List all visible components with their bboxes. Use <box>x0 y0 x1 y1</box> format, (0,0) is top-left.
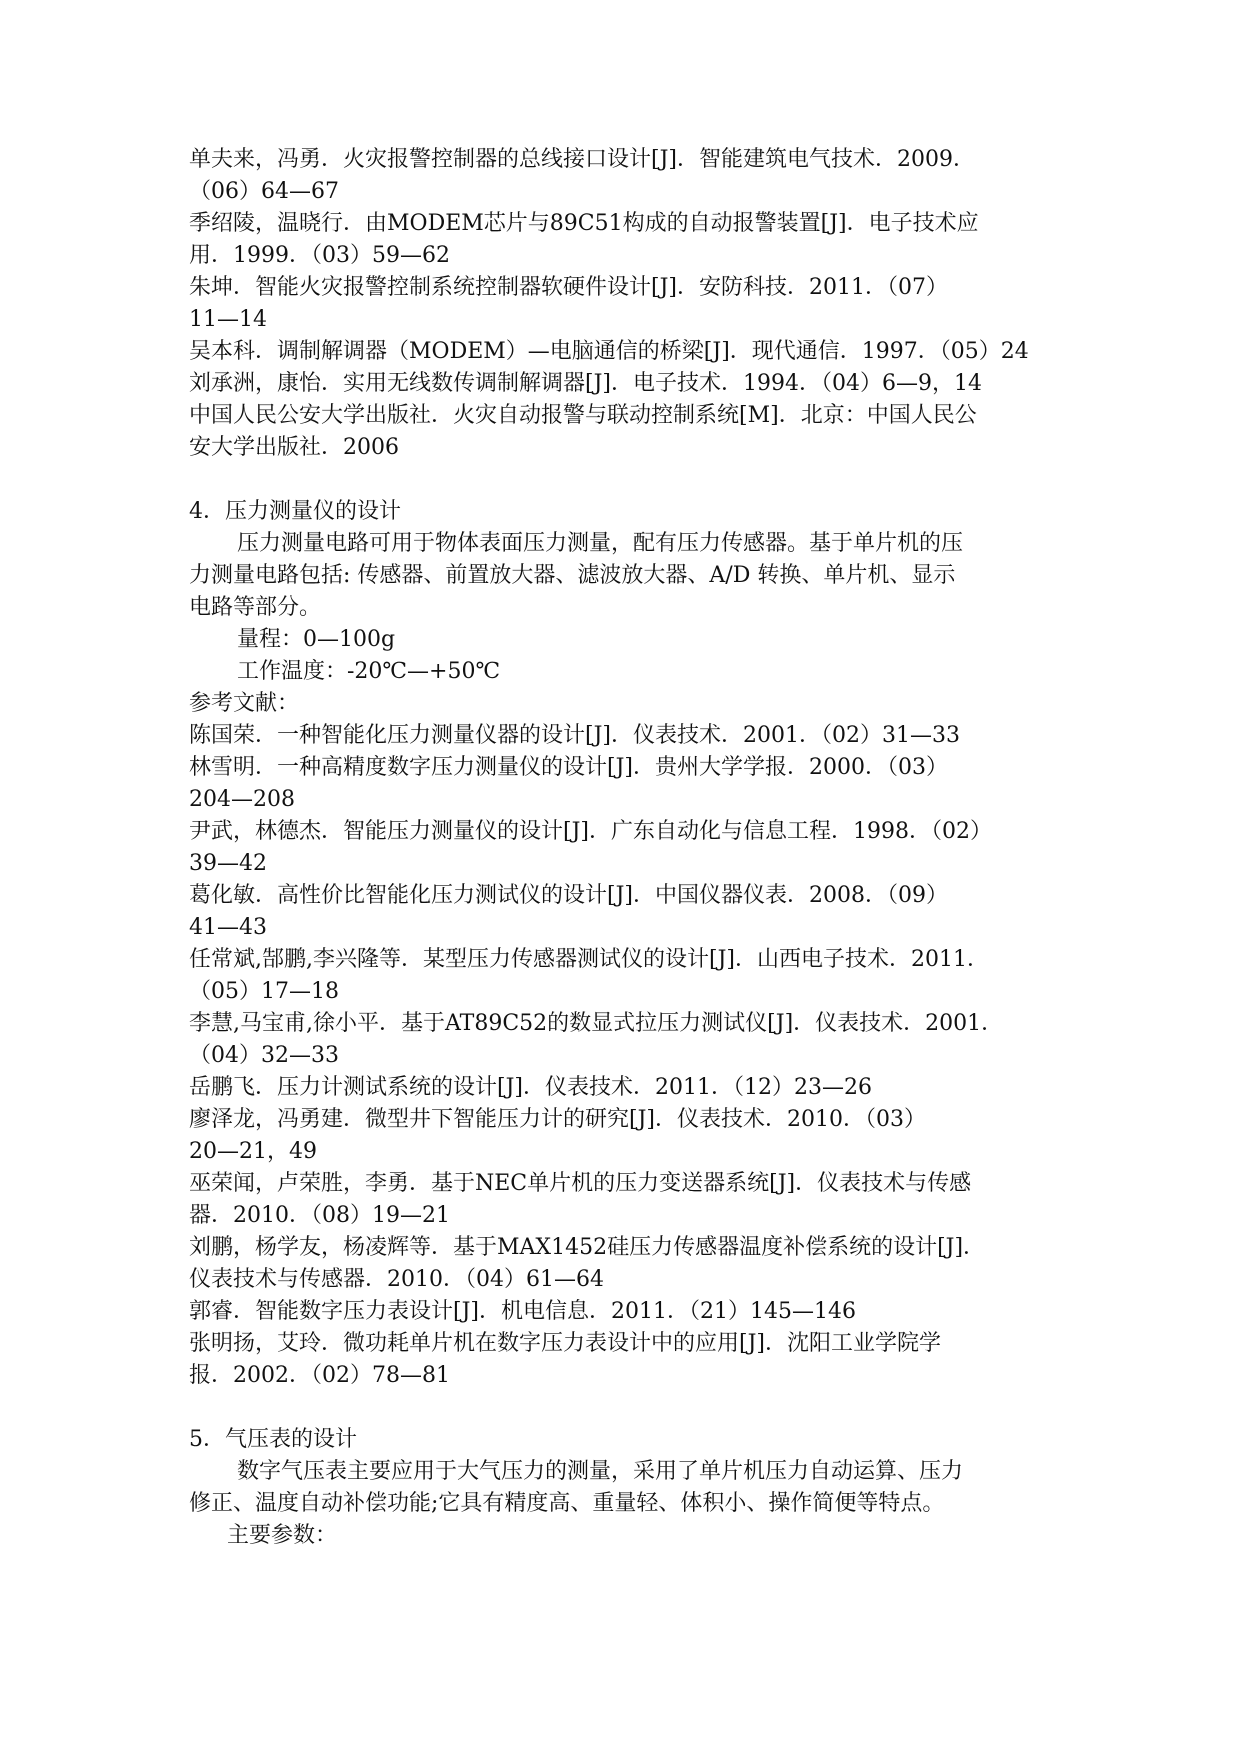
reference-line: （04）32—33 <box>189 1043 339 1068</box>
reference-entry <box>189 1168 1059 1232</box>
intro-line: 压力测量电路可用于物体表面压力测量，配有压力传感器。基于单片机的压 <box>237 531 964 556</box>
intro-line: 数字气压表主要应用于大气压力的测量，采用了单片机压力自动运算、压力 <box>237 1459 964 1484</box>
document-page <box>189 144 1059 1552</box>
section-pressure-meter <box>189 496 1059 1392</box>
reference-entry <box>189 400 1059 464</box>
references-label: 参考文献： <box>189 691 300 716</box>
reference-line: 204—208 <box>189 787 295 812</box>
reference-entry <box>189 1104 1059 1168</box>
reference-entry <box>189 880 1059 944</box>
reference-line: 尹武，林德杰．智能压力测量仪的设计[J]．广东自动化与信息工程．1998．（02） <box>189 819 992 844</box>
intro-line: 电路等部分。 <box>189 595 322 620</box>
reference-line: 郭睿．智能数字压力表设计[J]．机电信息．2011．（21）145—146 <box>189 1299 856 1324</box>
reference-entry <box>189 944 1059 1008</box>
reference-line: 刘鹏，杨学友，杨凌辉等．基于MAX1452硅压力传感器温度补偿系统的设计[J]． <box>189 1235 986 1260</box>
reference-entry <box>189 336 1059 368</box>
reference-line: 报．2002．（02）78—81 <box>189 1363 450 1388</box>
reference-line: 任常斌,郜鹏,李兴隆等．某型压力传感器测试仪的设计[J]．山西电子技术．2011． <box>189 947 989 972</box>
reference-line: 葛化敏．高性价比智能化压力测试仪的设计[J]．中国仪器仪表．2008．（09） <box>189 883 948 908</box>
section-barometer <box>189 1424 1059 1552</box>
reference-entry <box>189 144 1059 208</box>
params-label: 主要参数： <box>227 1523 338 1548</box>
reference-entry <box>189 272 1059 336</box>
reference-entry <box>189 720 1059 752</box>
reference-line: 巫荣闻，卢荣胜，李勇．基于NEC单片机的压力变送器系统[J]．仪表技术与传感 <box>189 1171 972 1196</box>
reference-line: 器．2010．（08）19—21 <box>189 1203 450 1228</box>
reference-entry <box>189 208 1059 272</box>
spec-temperature: 工作温度：-20℃—+50℃ <box>237 659 501 684</box>
reference-line: （05）17—18 <box>189 979 339 1004</box>
reference-entry <box>189 752 1059 816</box>
section-spacer <box>189 464 1059 496</box>
reference-list-continued <box>189 144 1059 464</box>
reference-line: 吴本科．调制解调器（MODEM）—电脑通信的桥梁[J]．现代通信．1997．（05）24 <box>189 339 1029 364</box>
reference-line: 岳鹏飞．压力计测试系统的设计[J]．仪表技术．2011．（12）23—26 <box>189 1075 872 1100</box>
reference-line: 陈国荣．一种智能化压力测量仪器的设计[J]．仪表技术．2001．（02）31—33 <box>189 723 960 748</box>
reference-line: 单夫来，冯勇．火灾报警控制器的总线接口设计[J]．智能建筑电气技术．2009． <box>189 147 975 172</box>
reference-line: 安大学出版社．2006 <box>189 435 399 460</box>
reference-entry <box>189 1072 1059 1104</box>
reference-entry <box>189 368 1059 400</box>
reference-line: 用．1999．（03）59—62 <box>189 243 450 268</box>
reference-line: 廖泽龙，冯勇建．微型井下智能压力计的研究[J]．仪表技术．2010．（03） <box>189 1107 926 1132</box>
section-heading: 4．压力测量仪的设计 <box>189 499 401 524</box>
reference-entry <box>189 816 1059 880</box>
reference-line: 11—14 <box>189 307 267 332</box>
reference-line: 20—21，49 <box>189 1139 317 1164</box>
spec-range: 量程：0—100g <box>237 627 396 652</box>
reference-line: 林雪明．一种高精度数字压力测量仪的设计[J]．贵州大学学报．2000．（03） <box>189 755 948 780</box>
reference-entry <box>189 1232 1059 1296</box>
intro-line: 修正、温度自动补偿功能;它具有精度高、重量轻、体积小、操作简便等特点。 <box>189 1491 945 1516</box>
section-heading: 5．气压表的设计 <box>189 1427 357 1452</box>
reference-line: 41—43 <box>189 915 267 940</box>
reference-line: 39—42 <box>189 851 267 876</box>
reference-entry <box>189 1328 1059 1392</box>
intro-line: 力测量电路包括: 传感器、前置放大器、滤波放大器、A/D 转换、单片机、显示 <box>189 563 956 588</box>
reference-line: 张明扬，艾玲．微功耗单片机在数字压力表设计中的应用[J]．沈阳工业学院学 <box>189 1331 941 1356</box>
reference-line: 中国人民公安大学出版社．火灾自动报警与联动控制系统[M]．北京：中国人民公 <box>189 403 977 428</box>
reference-entry <box>189 1296 1059 1328</box>
reference-entry <box>189 1008 1059 1072</box>
reference-line: 刘承洲，康怡．实用无线数传调制解调器[J]．电子技术．1994．（04）6—9，14 <box>189 371 982 396</box>
reference-list <box>189 720 1059 1392</box>
reference-line: 李慧,马宝甫,徐小平．基于AT89C52的数显式拉压力测试仪[J]．仪表技术．2001． <box>189 1011 1004 1036</box>
section-spacer <box>189 1392 1059 1424</box>
reference-line: （06）64—67 <box>189 179 339 204</box>
reference-line: 朱坤．智能火灾报警控制系统控制器软硬件设计[J]．安防科技．2011．（07） <box>189 275 948 300</box>
reference-line: 季绍陵，温晓行．由MODEM芯片与89C51构成的自动报警装置[J]．电子技术应 <box>189 211 979 236</box>
reference-line: 仪表技术与传感器．2010．（04）61—64 <box>189 1267 604 1292</box>
